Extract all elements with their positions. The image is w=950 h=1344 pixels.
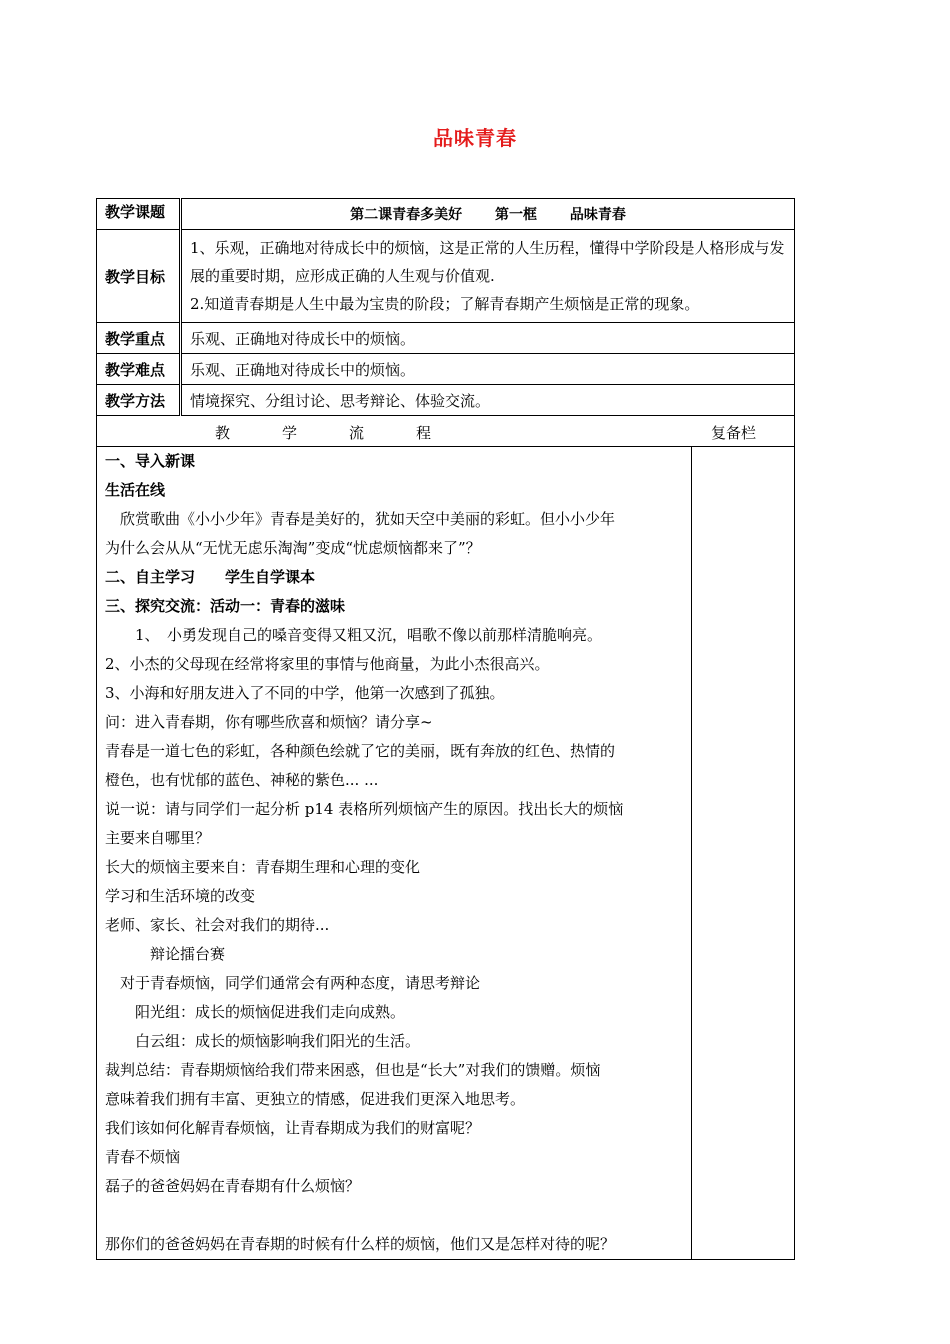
row-difficulty xyxy=(97,354,795,385)
row-goals xyxy=(97,230,795,323)
topic-label: 教学课题 xyxy=(97,199,181,230)
goal-item: 2.知道青春期是人生中最为宝贵的阶段；了解青春期产生烦恼是正常的现象。 xyxy=(190,295,700,313)
teaching-flow-content xyxy=(97,447,692,1260)
row-method xyxy=(97,385,795,416)
content-line: 橙色，也有忧郁的蓝色、神秘的紫色... ... xyxy=(105,771,379,789)
content-line: 裁判总结：青春期烦恼给我们带来困惑，但也是“长大”对我们的馈赠。烦恼 xyxy=(105,1061,601,1079)
content-line: 一、导入新课 xyxy=(105,452,196,470)
content-line: 意味着我们拥有丰富、更独立的情感，促进我们更深入地思考。 xyxy=(105,1090,526,1108)
difficulty-value: 乐观、正确地对待成长中的烦恼。 xyxy=(181,354,795,385)
key-value: 乐观、正确地对待成长中的烦恼。 xyxy=(181,323,795,354)
row-flow-body xyxy=(97,447,795,1260)
content-line: 二、自主学习 学生自学课本 xyxy=(105,568,316,586)
content-line: 2、小杰的父母现在经常将家里的事情与他商量，为此小杰很高兴。 xyxy=(105,655,550,673)
content-line: 阳光组：成长的烦恼促进我们走向成熟。 xyxy=(105,1003,406,1021)
content-line: 生活在线 xyxy=(105,481,166,499)
content-line: 三、探究交流：活动一：青春的滋味 xyxy=(105,597,346,615)
content-line: 磊子的爸爸妈妈在青春期有什么烦恼？ xyxy=(105,1177,361,1195)
topic-value xyxy=(181,199,795,230)
content-line: 为什么会从从“无忧无虑乐淘淘”变成“忧虑烦恼都来了”？ xyxy=(105,539,481,557)
content-line: 长大的烦恼主要来自：青春期生理和心理的变化 xyxy=(105,858,421,876)
content-line: 主要来自哪里？ xyxy=(105,829,211,847)
content-line: 对于青春烦恼，同学们通常会有两种态度，请思考辩论 xyxy=(105,974,481,992)
page-title: 品味青春 xyxy=(433,126,517,150)
topic-lesson: 第二课青春多美好 xyxy=(350,207,463,223)
goal-item: 1、乐观，正确地对待成长中的烦恼，这是正常的人生历程，懂得中学阶段是人格形成与发展的重要时期，应形成正确的人生观与价值观. xyxy=(190,239,785,285)
content-line: 青春是一道七色的彩虹，各种颜色绘就了它的美丽，既有奔放的红色、热情的 xyxy=(105,742,616,760)
lesson-plan-table xyxy=(96,198,795,1260)
content-line: 老师、家长、社会对我们的期待... xyxy=(105,916,330,934)
key-label: 教学重点 xyxy=(97,323,181,354)
content-line: 问：进入青春期，你有哪些欣喜和烦恼？请分享~ xyxy=(105,713,433,731)
review-notes-cell xyxy=(692,447,795,1260)
difficulty-label: 教学难点 xyxy=(97,354,181,385)
flow-title: 教 学 流 程 xyxy=(215,424,432,442)
content-line: 白云组：成长的烦恼影响我们阳光的生活。 xyxy=(105,1032,421,1050)
goals-value xyxy=(181,230,795,323)
topic-name: 品味青春 xyxy=(569,207,626,223)
method-value: 情境探究、分组讨论、思考辩论、体验交流。 xyxy=(181,385,795,416)
content-line: 我们该如何化解青春烦恼，让青春期成为我们的财富呢？ xyxy=(105,1119,481,1137)
row-topic xyxy=(97,199,795,230)
content-line: 欣赏歌曲《小小少年》青春是美好的，犹如天空中美丽的彩虹。但小小少年 xyxy=(105,510,616,528)
content-line: 1、 小勇发现自己的嗓音变得又粗又沉，唱歌不像以前那样清脆响亮。 xyxy=(105,626,603,644)
content-line: 学习和生活环境的改变 xyxy=(105,887,256,905)
row-flow-header xyxy=(97,416,795,447)
content-line: 那你们的爸爸妈妈在青春期的时候有什么样的烦恼，他们又是怎样对待的呢？ xyxy=(105,1235,616,1253)
topic-frame: 第一框 xyxy=(495,207,537,223)
content-line: 辩论擂台赛 xyxy=(105,945,226,963)
content-line: 说一说：请与同学们一起分析 p14 表格所列烦恼产生的原因。找出长大的烦恼 xyxy=(105,800,624,818)
content-line xyxy=(105,1201,681,1230)
content-line: 3、小海和好朋友进入了不同的中学，他第一次感到了孤独。 xyxy=(105,684,505,702)
review-column-label: 复备栏 xyxy=(710,424,756,442)
goals-label: 教学目标 xyxy=(97,230,181,323)
content-line: 青春不烦恼 xyxy=(105,1148,181,1166)
flow-header xyxy=(97,416,795,447)
method-label: 教学方法 xyxy=(97,385,181,416)
row-key xyxy=(97,323,795,354)
